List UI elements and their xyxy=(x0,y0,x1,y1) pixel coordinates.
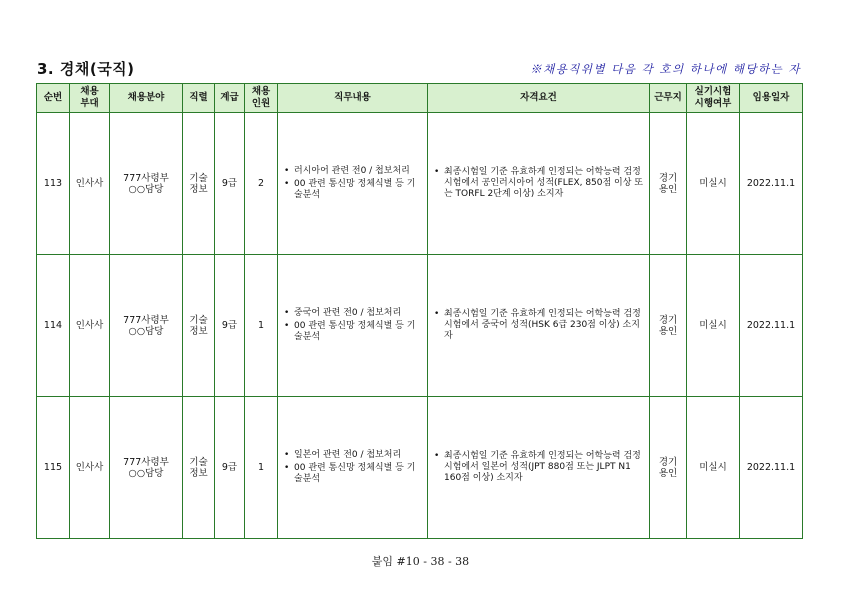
table-row xyxy=(37,113,803,255)
cell-duties xyxy=(278,113,428,255)
table-row xyxy=(37,255,803,397)
duty-item: • 중국어 관련 전0 / 첩보처리 xyxy=(284,308,421,319)
cell-job: 기술 정보 xyxy=(183,255,215,397)
page-footer: 붙임 #10 - 38 - 38 xyxy=(371,555,470,568)
duty-item: • 러시아어 관련 전0 / 첩보처리 xyxy=(284,166,421,177)
cell-seq: 113 xyxy=(37,113,70,255)
cell-quals xyxy=(428,397,650,539)
cell-seq: 114 xyxy=(37,255,70,397)
cell-grade: 9급 xyxy=(215,255,245,397)
cell-quals xyxy=(428,255,650,397)
duty-item: • 00 관련 통신망 정체식별 등 기술분석 xyxy=(284,321,421,343)
cell-quals xyxy=(428,113,650,255)
table-header-row xyxy=(37,84,803,113)
cell-date: 2022.11.1 xyxy=(740,113,803,255)
cell-count: 1 xyxy=(245,255,278,397)
cell-date: 2022.11.1 xyxy=(740,397,803,539)
qual-item: • 최종시험일 기준 유효하게 인정되는 어학능력 검정시험에서 일본어 성적(JPT 880점 또는 JLPT N1 160점 이상) 소지자 xyxy=(434,451,643,484)
header-field: 채용분야 xyxy=(110,84,183,113)
header-job: 직렬 xyxy=(183,84,215,113)
header-location: 근무지 xyxy=(650,84,687,113)
cell-duties xyxy=(278,255,428,397)
duty-item: • 00 관련 통신망 정체식별 등 기술분석 xyxy=(284,179,421,201)
cell-field: 777사령부 ○○담당 xyxy=(110,113,183,255)
cell-duties xyxy=(278,397,428,539)
cell-dept: 인사사 xyxy=(70,113,110,255)
cell-location: 경기 용인 xyxy=(650,255,687,397)
cell-grade: 9급 xyxy=(215,113,245,255)
eligibility-note: ※채용직위별 다음 각 호의 하나에 해당하는 자 xyxy=(530,62,801,76)
cell-seq: 115 xyxy=(37,397,70,539)
cell-count: 2 xyxy=(245,113,278,255)
header-practical: 실기시험 시행여부 xyxy=(687,84,740,113)
cell-practical: 미실시 xyxy=(687,397,740,539)
cell-practical: 미실시 xyxy=(687,255,740,397)
qual-item: • 최종시험일 기준 유효하게 인정되는 어학능력 검정시험에서 중국어 성적(HSK 6급 230점 이상) 소지자 xyxy=(434,309,643,342)
section-title: 3. 경채(국직) xyxy=(37,60,135,78)
cell-date: 2022.11.1 xyxy=(740,255,803,397)
header-date: 임용일자 xyxy=(740,84,803,113)
cell-field: 777사령부 ○○담당 xyxy=(110,397,183,539)
cell-job: 기술 정보 xyxy=(183,397,215,539)
cell-location: 경기 용인 xyxy=(650,113,687,255)
duty-item: • 일본어 관련 전0 / 첩보처리 xyxy=(284,450,421,461)
header-grade: 계급 xyxy=(215,84,245,113)
cell-job: 기술 정보 xyxy=(183,113,215,255)
table-row xyxy=(37,397,803,539)
header-duties: 직무내용 xyxy=(278,84,428,113)
cell-practical: 미실시 xyxy=(687,113,740,255)
cell-grade: 9급 xyxy=(215,397,245,539)
cell-location: 경기 용인 xyxy=(650,397,687,539)
cell-dept: 인사사 xyxy=(70,255,110,397)
header-seq: 순번 xyxy=(37,84,70,113)
cell-dept: 인사사 xyxy=(70,397,110,539)
header-count: 채용 인원 xyxy=(245,84,278,113)
cell-field: 777사령부 ○○담당 xyxy=(110,255,183,397)
cell-count: 1 xyxy=(245,397,278,539)
header-dept: 채용 부대 xyxy=(70,84,110,113)
qual-item: • 최종시험일 기준 유효하게 인정되는 어학능력 검정시험에서 공인러시아어 성적(FLEX, 850점 이상 또는 TORFL 2단계 이상) 소지자 xyxy=(434,167,643,200)
recruitment-table xyxy=(36,83,803,539)
header-quals: 자격요건 xyxy=(428,84,650,113)
duty-item: • 00 관련 통신망 정체식별 등 기술분석 xyxy=(284,463,421,485)
